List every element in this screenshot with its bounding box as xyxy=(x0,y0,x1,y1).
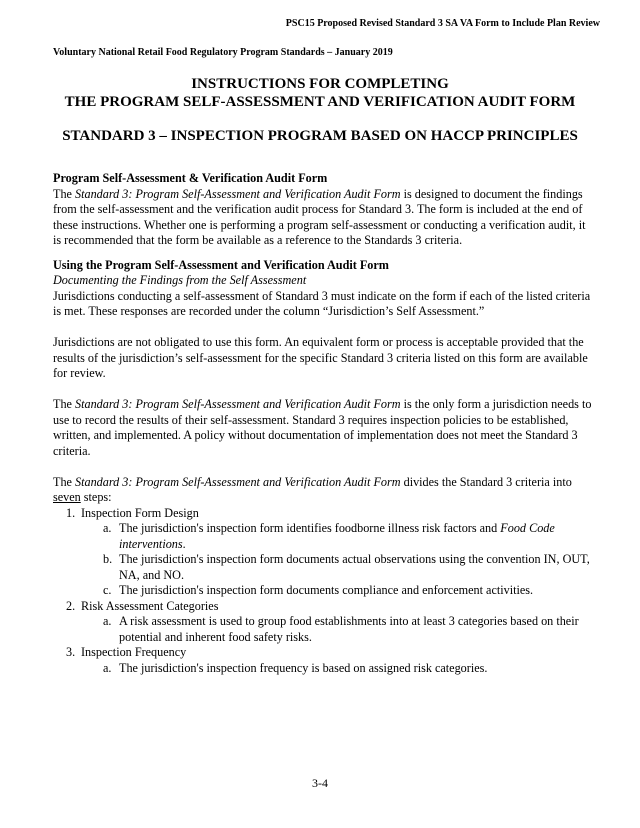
section-subheading: Documenting the Findings from the Self Assessment xyxy=(53,273,307,287)
sub-item-letter: a. xyxy=(103,614,112,628)
text-run: is the only form a jurisdiction needs to use to record the results of their self-assessment. Standard 3 requires inspection policies to be established, written, and implemented. A policy without documentation of implementation does not meet the Standard 3 criteria. xyxy=(53,397,592,458)
sub-item-text: The jurisdiction's inspection form identifies foodborne illness risk factors and xyxy=(119,521,501,535)
sub-item-tail: . xyxy=(182,536,186,551)
step-sub-item xyxy=(103,583,593,599)
step-label: Inspection Frequency xyxy=(81,645,187,659)
paragraph-divides-criteria xyxy=(53,475,593,506)
seven-underlined: seven xyxy=(53,490,81,504)
sub-item-letter: a. xyxy=(103,660,112,675)
step-item xyxy=(66,645,593,676)
sub-item-letter: b. xyxy=(103,552,113,566)
paragraph-only-form xyxy=(53,397,593,459)
step-sub-item xyxy=(103,552,593,583)
sub-item-italic: Food Code interventions xyxy=(119,521,555,551)
step-sub-item xyxy=(103,614,593,645)
sub-item-text: A risk assessment is used to group food establishments into at least 3 categories based on their potential and inherent food safety risks. xyxy=(119,614,579,644)
sub-item-text: The jurisdiction's inspection form documents actual observations using the convention IN, OUT, NA, and NO. xyxy=(119,552,590,582)
step-item xyxy=(66,505,593,599)
form-name-italic: Standard 3: Program Self-Assessment and Verification Audit Form xyxy=(75,186,401,201)
paragraph-form-description xyxy=(53,187,593,249)
step-number: 2. xyxy=(66,598,76,613)
form-name-italic: Standard 3: Program Self-Assessment and Verification Audit Form xyxy=(75,397,401,411)
text-run: divides the Standard 3 criteria into xyxy=(400,474,572,489)
step-item xyxy=(66,598,593,646)
text-run: The xyxy=(53,186,75,201)
step-sub-item xyxy=(103,521,593,552)
steps-list xyxy=(53,506,593,677)
sub-item-text: The jurisdiction's inspection frequency is based on assigned risk categories. xyxy=(119,660,488,675)
step-number: 1. xyxy=(66,505,76,520)
step-label: Inspection Form Design xyxy=(81,505,199,520)
paragraph-not-obligated: Jurisdictions are not obligated to use this form. An equivalent form or process is acceptable provided that the results of the jurisdiction’s self-assessment for the specific Standard 3 criteria listed on this form are available for review. xyxy=(53,335,588,380)
document-body xyxy=(53,171,593,676)
document-header-left: Voluntary National Retail Food Regulatory Program Standards – January 2019 xyxy=(53,47,393,58)
page-number: 3-4 xyxy=(312,776,328,790)
title-line-3: STANDARD 3 – INSPECTION PROGRAM BASED ON HACCP PRINCIPLES xyxy=(62,128,578,144)
section-heading-form: Program Self-Assessment & Verification Audit Form xyxy=(53,171,328,185)
step-label: Risk Assessment Categories xyxy=(81,598,219,613)
sub-item-text: The jurisdiction's inspection form documents compliance and enforcement activities. xyxy=(119,583,534,597)
step-number: 3. xyxy=(66,645,76,659)
paragraph-jurisdictions-conducting: Jurisdictions conducting a self-assessment of Standard 3 must indicate on the form if each of the listed criteria is met. These responses are recorded under the column “Jurisdiction’s Self Assessment.” xyxy=(53,288,591,318)
text-run: steps: xyxy=(80,490,112,504)
sub-item-letter: c. xyxy=(103,583,112,597)
text-run: The xyxy=(53,397,75,411)
text-run: is designed to document the findings from the self-assessment and the verification audit process for Standard 3. The form is included at the end of these instructions. Whether one is performing a program self-assessment or conducting a verification audit, it is recommended that the form be available as a reference to the Standards 3 criteria. xyxy=(53,186,586,247)
step-sub-list xyxy=(81,521,593,599)
section-heading-using-form: Using the Program Self-Assessment and Verification Audit Form xyxy=(53,257,389,272)
step-sub-list xyxy=(81,614,593,645)
title-line-1: INSTRUCTIONS FOR COMPLETING xyxy=(191,76,449,92)
step-sub-list xyxy=(81,661,593,677)
title-line-2: THE PROGRAM SELF-ASSESSMENT AND VERIFICATION AUDIT FORM xyxy=(64,94,576,110)
form-name-italic: Standard 3: Program Self-Assessment and Verification Audit Form xyxy=(75,474,401,489)
document-header-right: PSC15 Proposed Revised Standard 3 SA VA Form to Include Plan Review xyxy=(285,18,600,29)
step-sub-item xyxy=(103,660,593,677)
text-run: The xyxy=(53,474,75,489)
sub-item-letter: a. xyxy=(103,521,112,535)
